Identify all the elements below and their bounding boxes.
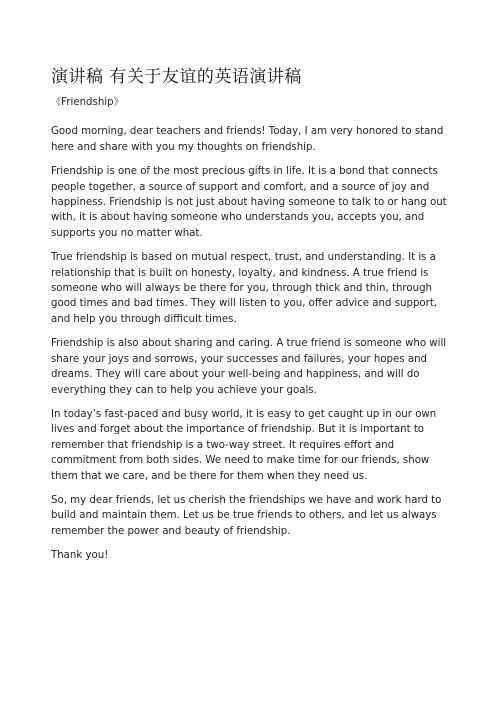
paragraph-thank-you: Thank you! [51,550,109,562]
paragraph-greeting: Good morning, dear teachers and friends! Today, I am very honored to stand here and share with you my thoughts on friendship. [51,126,444,153]
page-title: 演讲稿 有关于友谊的英语演讲稿 [51,67,302,87]
paragraph-busy-world: In today’s fast-paced and busy world, it is easy to get caught up in our own lives and forget about the importance of friendship. But it is important to remember that friendship is a two-way street. It requires effort and commitment from both sides. We need to make time for our friends, show them that we care, and be there for them when they need us. [51,408,437,482]
paragraph-sharing-caring: Friendship is also about sharing and caring. A true friend is someone who will share your joys and sorrows, your successes and failures, your hopes and dreams. They will care about your well-being and happiness, and will do everything they can to help you achieve your goals. [51,338,447,396]
speech-body [51,95,451,573]
paragraph-conclusion: So, my dear friends, let us cherish the friendships we have and work hard to build and maintain them. Let us be true friends to others, and let us always remember the power and beauty of friendship. [51,494,442,537]
speech-subtitle: 《Friendship》 [51,97,124,108]
paragraph-precious-gift: Friendship is one of the most precious gifts in life. It is a bond that connects people together, a source of support and comfort, and a source of joy and happiness. Friendship is not just about having someone to talk to or hang out with, it is about having someone who understands you, accepts you, and supports you no matter what. [51,166,447,239]
paragraph-true-friendship: True friendship is based on mutual respect, trust, and understanding. It is a relationship that is built on honesty, loyalty, and kindness. A true friend is someone who will always be there for you, through thick and thin, through good times and bad times. They will listen to you, offer advice and support, and help you through difficult times. [51,252,438,325]
